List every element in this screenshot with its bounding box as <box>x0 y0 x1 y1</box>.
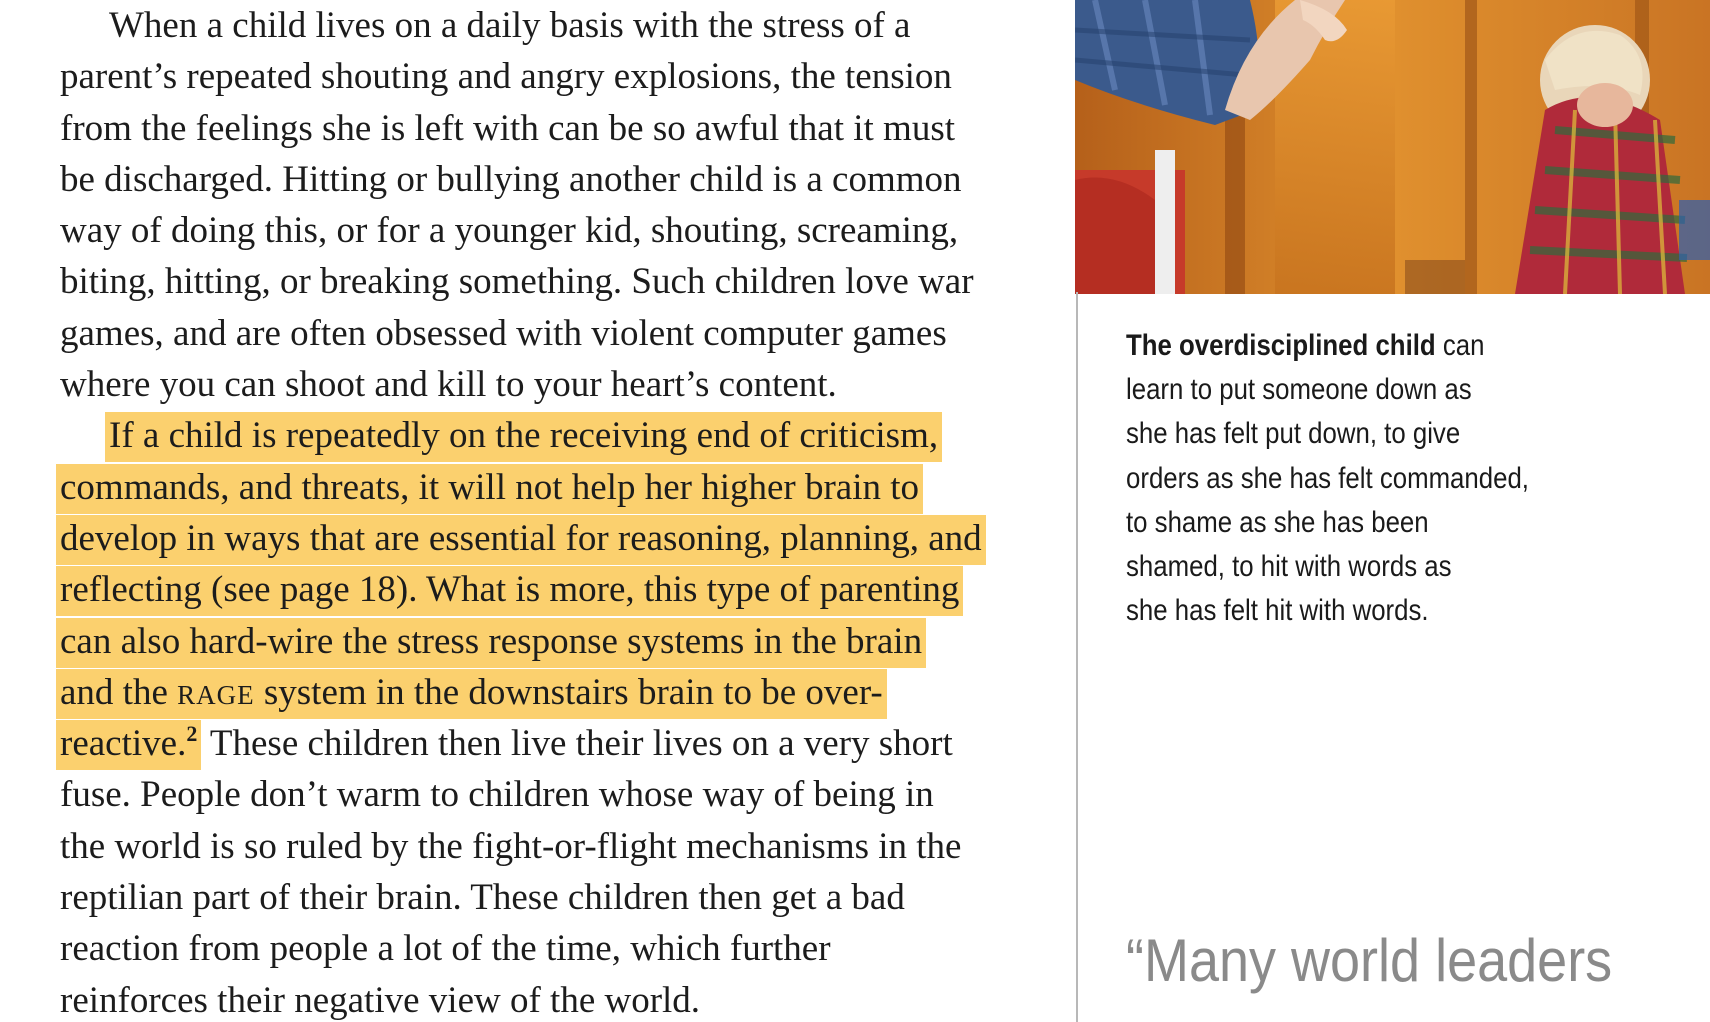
text-segment: system in the downstairs brain to be over- <box>254 671 883 713</box>
text-segment: reactive. <box>60 723 187 765</box>
caption-line: to shame as she has been <box>1126 505 1429 539</box>
highlighted-line[interactable] <box>60 513 1040 564</box>
text-line: the world is so ruled by the fight-or-flight mechanisms in the <box>60 825 962 867</box>
text-segment: These children then live their lives on a very short <box>201 723 953 765</box>
text-highlight[interactable]: develop in ways that are essential for reasoning, planning, and <box>56 515 986 565</box>
highlighted-line[interactable] <box>60 462 1040 513</box>
caption-line <box>1126 324 1590 368</box>
text-line: way of doing this, or for a younger kid, shouting, screaming, <box>60 210 959 252</box>
text-line: reptilian part of their brain. These children then get a bad <box>60 877 905 919</box>
rage-smallcaps: RAGE <box>177 679 255 710</box>
text-line: be discharged. Hitting or bullying another child is a common <box>60 158 962 200</box>
body-text-column <box>60 0 1040 1022</box>
text-line: reinforces their negative view of the world. <box>60 979 701 1021</box>
text-highlight[interactable]: If a child is repeatedly on the receiving end of criticism, <box>105 412 942 462</box>
text-line: from the feelings she is left with can be so awful that it must <box>60 107 955 149</box>
text-highlight[interactable] <box>56 720 201 770</box>
text-line: biting, hitting, or breaking something. Such children love war <box>60 261 974 303</box>
column-divider <box>1076 292 1078 1022</box>
text-highlight[interactable]: commands, and threats, it will not help her higher brain to <box>56 464 923 514</box>
highlighted-line[interactable] <box>60 667 1040 718</box>
text-highlight[interactable]: can also hard-wire the stress response systems in the brain <box>56 618 926 668</box>
pull-quote: “Many world leaders <box>1126 927 1613 994</box>
caption-text: can <box>1435 329 1485 362</box>
highlighted-line[interactable] <box>60 564 1040 615</box>
text-highlight[interactable]: reflecting (see page 18). What is more, this type of parenting <box>56 566 963 616</box>
photo-scolding-child <box>1075 0 1710 294</box>
text-line: games, and are often obsessed with violent computer games <box>60 312 947 354</box>
caption-line: learn to put someone down as <box>1126 373 1472 407</box>
highlighted-line[interactable] <box>60 718 1040 769</box>
text-segment: and the <box>60 671 178 713</box>
highlighted-line[interactable] <box>60 410 1040 461</box>
caption-line: orders as she has felt commanded, <box>1126 461 1529 495</box>
text-line: When a child lives on a daily basis with the stress of a <box>109 5 911 46</box>
photo-caption <box>1126 324 1590 633</box>
text-line: reaction from people a lot of the time, which further <box>60 928 831 970</box>
text-line: fuse. People don’t warm to children whose way of being in <box>60 774 934 816</box>
text-highlight[interactable] <box>56 669 887 719</box>
highlighted-line[interactable] <box>60 616 1040 667</box>
caption-line: she has felt hit with words. <box>1126 594 1429 628</box>
caption-line: she has felt put down, to give <box>1126 417 1461 451</box>
caption-bold-lead: The overdisciplined child <box>1126 329 1436 362</box>
footnote-marker[interactable]: 2 <box>186 721 198 747</box>
caption-line: shamed, to hit with words as <box>1126 550 1452 584</box>
text-line: where you can shoot and kill to your heart’s content. <box>60 364 837 406</box>
text-line: parent’s repeated shouting and angry explosions, the tension <box>60 56 952 98</box>
